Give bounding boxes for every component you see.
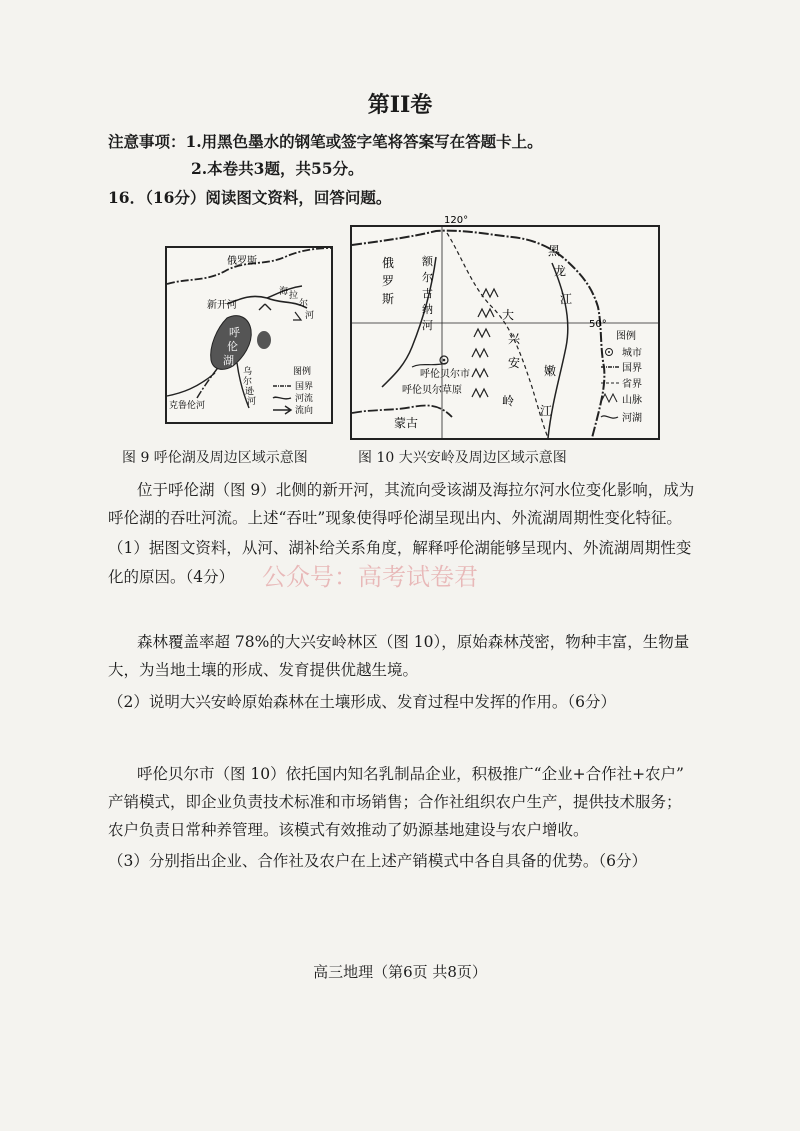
label-heilong-3: 江: [560, 292, 573, 306]
label-lon: 120°: [444, 215, 469, 226]
flow-arrow-icon: [293, 312, 301, 320]
figure-10-caption: 图 10 大兴安岭及周边区域示意图: [358, 450, 567, 466]
label-daxing-4: 岭: [502, 394, 515, 408]
label-mongolia: 蒙古: [394, 416, 419, 430]
label-lake-1: 呼: [229, 326, 240, 339]
label-daxing-1: 大: [502, 308, 515, 322]
label-ulsun-2: 尔: [243, 377, 253, 387]
watermark: 公众号：高考试卷君: [262, 563, 478, 591]
label-heilong-1: 黑: [548, 244, 561, 258]
label-nen-2: 江: [540, 404, 553, 418]
paragraph-2-line-1: 森林覆盖率超 78%的大兴安岭林区（图 10），原始森林茂密，物种丰富，生物量: [137, 633, 690, 651]
page-footer: 高三地理（第6页 共8页）: [313, 963, 487, 981]
legend-mountain: 山脉: [622, 395, 642, 406]
label-ergun-3: 古: [422, 287, 433, 300]
flow-arrow-icon: [259, 304, 271, 310]
legend-river-icon: [601, 416, 618, 418]
label-grassland: 呼伦贝尔草原: [402, 385, 462, 396]
question-16-header: 16．（16分）阅读图文资料，回答问题。: [108, 188, 392, 207]
small-lake: [257, 331, 271, 349]
question-1-line-2: 化的原因。（4分）: [108, 568, 235, 586]
legend-title: 图例: [616, 331, 636, 342]
label-ergun-4: 纳: [422, 303, 433, 316]
paragraph-2-line-2: 大，为当地土壤的形成、发育提供优越生境。: [108, 661, 419, 679]
legend-mountain-icon: [601, 394, 617, 402]
paragraph-3-line-1: 呼伦贝尔市（图 10）依托国内知名乳制品企业，积极推广“企业+合作社+农户”: [137, 765, 684, 783]
label-hailar-1: 海: [279, 287, 289, 297]
label-ulsun-3: 逊: [245, 387, 255, 397]
label-ulsun-1: 乌: [243, 367, 253, 377]
label-russia: 俄罗斯: [227, 256, 257, 267]
legend-border: 国界: [622, 363, 642, 374]
label-hailar-2: 拉: [289, 291, 299, 301]
paragraph-3-line-3: 农户负责日常种养管理。该模式有效推动了奶源基地建设与农户增收。: [108, 821, 589, 839]
kerulen-river: [167, 373, 215, 396]
label-hailar-3: 尔: [299, 299, 309, 309]
label-city: 呼伦贝尔市: [420, 369, 470, 380]
label-ulsun-4: 河: [247, 397, 257, 407]
label-kerulen: 克鲁伦河: [169, 401, 206, 411]
legend-title: 图例: [293, 367, 312, 377]
legend-border: 国界: [295, 382, 314, 392]
label-lake-3: 湖: [223, 354, 234, 367]
label-ergun-1: 额: [422, 255, 433, 268]
label-heilong-2: 龙: [554, 264, 567, 278]
notes-line-2: 2.本卷共3题，共55分。: [191, 159, 364, 178]
legend-river-symbol: [273, 397, 291, 399]
label-daxing-2: 兴: [508, 332, 521, 346]
figure-10-map: [350, 215, 660, 440]
label-ergun-5: 河: [422, 319, 433, 332]
paragraph-3-line-2: 产销模式，即企业负责技术标准和市场销售；合作社组织农户生产，提供技术服务；: [108, 793, 682, 811]
label-russia-1: 俄: [382, 256, 395, 270]
question-2: （2）说明大兴安岭原始森林在土壤形成、发育过程中发挥的作用。（6分）: [108, 693, 616, 711]
figure-9-caption: 图 9 呼伦湖及周边区域示意图: [122, 450, 308, 466]
paragraph-1-line-2: 呼伦湖的吞吐河流。上述“吞吐”现象使得呼伦湖呈现出内、外流湖周期性变化特征。: [108, 509, 682, 527]
legend-province: 省界: [622, 379, 642, 390]
label-ergun-2: 尔: [422, 271, 433, 284]
label-russia-2: 罗: [382, 274, 395, 288]
legend-flow-icon: [273, 406, 291, 414]
paragraph-1-line-1: 位于呼伦湖（图 9）北侧的新开河，其流向受该湖及海拉尔河水位变化影响，成为: [137, 481, 695, 499]
label-lat: 50°: [589, 319, 607, 330]
legend-city-dot: [608, 351, 610, 353]
legend-flow: 流向: [295, 406, 314, 416]
label-hailar-4: 河: [305, 311, 315, 321]
legend-river: 河湖: [622, 413, 642, 424]
legend-river: 河流: [295, 394, 314, 404]
question-3: （3）分别指出企业、合作社及农户在上述产销模式中各自具备的优势。（6分）: [108, 852, 647, 870]
question-1-line-1: （1）据图文资料，从河、湖补给关系角度，解释呼伦湖能够呈现内、外流湖周期性变: [108, 539, 692, 557]
city-dot: [443, 359, 446, 362]
label-russia-3: 斯: [382, 292, 395, 306]
label-xinkai-river: 新开河: [207, 300, 237, 311]
label-daxing-3: 安: [508, 356, 521, 370]
mountain-range: [472, 289, 498, 397]
figure-9-map: [165, 246, 333, 424]
notes-line-1: 注意事项：1.用黑色墨水的钢笔或签字笔将答案写在答题卡上。: [108, 132, 543, 151]
label-lake-2: 伦: [227, 340, 238, 353]
province-border: [447, 233, 548, 438]
label-nen-1: 嫩: [544, 364, 557, 378]
section-title: 第II卷: [367, 92, 433, 118]
legend-city: 城市: [622, 348, 642, 359]
